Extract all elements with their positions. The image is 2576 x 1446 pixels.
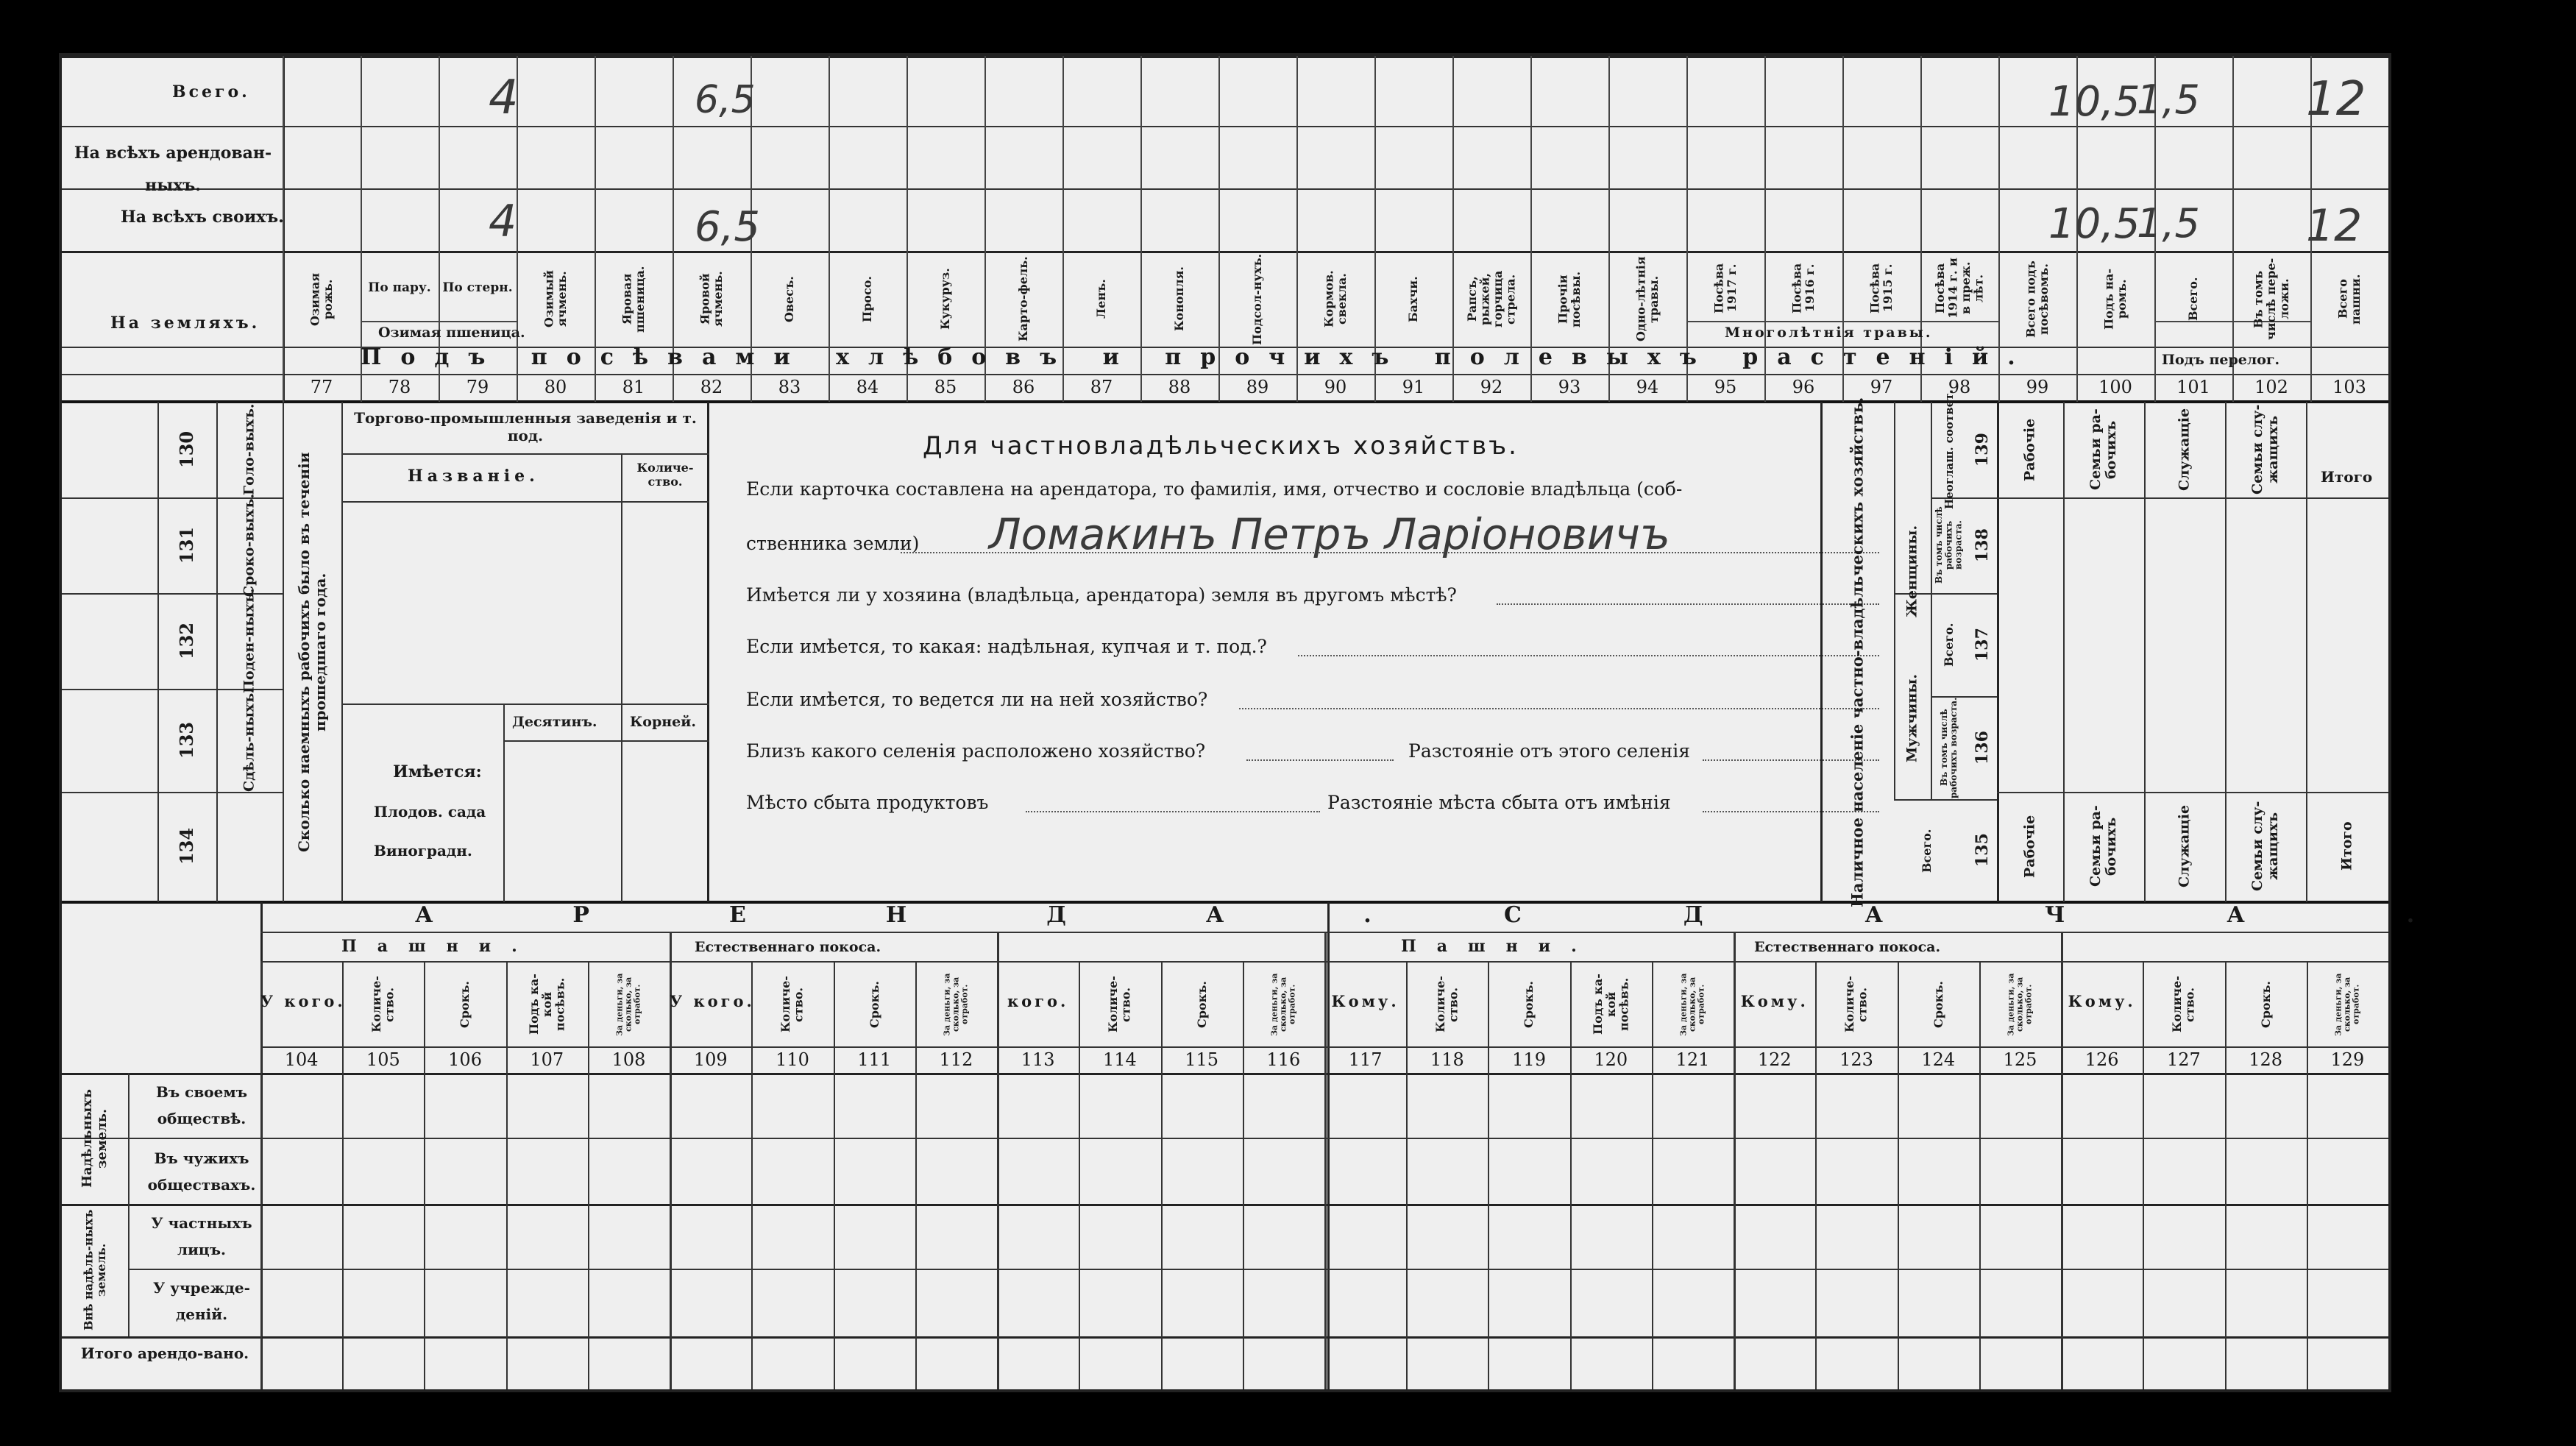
lease-col-header: Подъ ка-кой посѣвъ. [526, 974, 567, 1035]
lease-col-header: Кому. [1740, 992, 1809, 1010]
top-col-header: Всего подъ посѣвомъ. [2023, 261, 2051, 338]
col-worker-families-top: Семьи ра-бочихъ [2087, 408, 2119, 491]
num-131: 131 [175, 526, 197, 564]
lease-table [62, 902, 2576, 1389]
top-col-number: 81 [622, 377, 645, 397]
mnogoletnie-label: Многолѣтнія травы. [1725, 325, 1933, 341]
lease-col-header: Количе-ство. [2170, 976, 2197, 1033]
trade-title: Торгово-промышленныя заведенія и т. под. [354, 409, 697, 444]
top-col-header: Посѣва 1917 г. [1711, 263, 1739, 313]
top-col-number: 89 [1246, 377, 1269, 397]
men-total-label: Всего. [1920, 829, 1934, 873]
lease-col-number: 118 [1430, 1049, 1464, 1070]
top-col-number: 84 [856, 377, 879, 397]
lease-col-header: За деньги, за сколько, за отработ. [1269, 973, 1297, 1036]
top-col-number: 83 [778, 377, 801, 397]
owner-name-answer: Ломакинъ Петръ Ларіоновичъ [989, 509, 1670, 559]
col-employee-families-top: Семьи слу-жащихъ [2249, 404, 2281, 495]
col-worker-families-bottom: Семьи ра-бочихъ [2087, 805, 2119, 887]
col-workers-bottom: Рабочіе [2021, 815, 2038, 878]
top-col-number: 95 [1714, 377, 1737, 397]
top-col-header: Конопля. [1172, 266, 1187, 332]
col-employee-families-bottom: Семьи слу-жащихъ [2249, 801, 2281, 892]
top-col-header: Кормов. свекла. [1321, 270, 1349, 328]
top-col-header: Яровой ячмень. [698, 271, 725, 327]
top-col-header: Посѣва 1916 г. [1789, 263, 1817, 313]
q-village: Близъ какого селенія расположено хозяйство? [746, 740, 1206, 762]
top-col-header: По пару. [368, 280, 431, 296]
lease-col-number: 113 [1021, 1049, 1055, 1070]
top-col-number: 98 [1948, 377, 1971, 397]
num-136: 136 [1972, 731, 1992, 765]
sown-banner: Подъ посѣвами хлѣбовъ и прочихъ полевыхъ растеній. [361, 344, 2034, 370]
top-col-number: 103 [2332, 377, 2366, 397]
women-working-label: Въ томъ числѣ рабочихъ возраста. [1934, 506, 1964, 584]
nadel-label: Надѣльныхъ земель. [79, 1089, 110, 1188]
lease-col-header: За деньги, за сколько, за отработ. [1678, 973, 1706, 1036]
col-employees-bottom: Служащіе [2176, 804, 2193, 888]
q-owner-cont: ственника земли) [746, 533, 920, 554]
lease-col-number: 107 [530, 1049, 564, 1070]
col-employees-top: Служащіе [2176, 408, 2193, 492]
lease-col-header: У кого. [260, 992, 346, 1010]
population-label: Наличное населеніе частно-владѣльческихъ хозяйствъ. [1848, 397, 1867, 907]
top-col-header: Яровая пшеница. [620, 266, 647, 333]
lease-col-header: кого. [1007, 992, 1069, 1010]
top-col-header: Овесъ. [782, 276, 797, 322]
lease-col-number: 128 [2249, 1049, 2283, 1070]
hand-total-sown: 10,5 [2048, 78, 2140, 126]
women-total-label: Всего. [1942, 623, 1956, 667]
lease-col-number: 127 [2167, 1049, 2201, 1070]
col-workers-top: Рабочіе [2021, 418, 2038, 481]
lease-col-header: Срокъ. [2258, 981, 2273, 1028]
top-col-number: 87 [1090, 377, 1113, 397]
top-col-number: 96 [1792, 377, 1815, 397]
hand-own-arable: 12 [2306, 200, 2363, 252]
lease-col-number: 126 [2084, 1049, 2119, 1070]
hired-podennyh: Поден-ныхъ. [241, 588, 258, 694]
hand-own-rye: 4 [489, 196, 517, 247]
private-farms-title: Для частновладѣльческихъ хозяйствъ. [923, 431, 1519, 461]
top-col-number: 90 [1324, 377, 1347, 397]
lease-col-number: 111 [857, 1049, 892, 1070]
num-139: 139 [1972, 433, 1992, 467]
row-institutions: У учрежде-деній. [153, 1279, 250, 1323]
desyatin-header: Десятинъ. [512, 714, 597, 730]
col-total-bottom: Итого [2338, 821, 2355, 871]
q-owner: Если карточка составлена на арендатора, то фамилія, имя, отчество и сословіе владѣльца (соб- [746, 478, 1683, 500]
top-col-number: 88 [1168, 377, 1191, 397]
top-col-header: Просо. [860, 276, 875, 322]
q-farming: Если имѣется, то ведется ли на ней хозяйство? [746, 689, 1208, 710]
lease-col-number: 123 [1839, 1049, 1873, 1070]
lease-col-number: 115 [1185, 1049, 1219, 1070]
top-col-number: 100 [2098, 377, 2132, 397]
lease-col-header: Срокъ. [1522, 981, 1536, 1028]
q-village-distance: Разстояніе отъ этого селенія [1408, 740, 1691, 762]
row-total-rented: Итого арендо-вано. [80, 1344, 249, 1362]
arenda-pashni: Пашни. [341, 937, 538, 956]
lease-col-number: 120 [1594, 1049, 1628, 1070]
vineyard-label: Виноградн. [374, 842, 472, 860]
row-label-own: На всѣхъ своихъ. [121, 208, 284, 227]
top-col-header: Всего пашни. [2335, 274, 2363, 325]
hand-own-wheat: 6,5 [695, 203, 761, 251]
num-130: 130 [175, 430, 197, 469]
trade-name-header: Названіе. [408, 467, 539, 486]
hand-own-fallow: 1,5 [2137, 200, 2200, 247]
pod-perelog-label: Подъ перелог. [2162, 352, 2280, 368]
lease-col-header: Количе-ство. [1433, 976, 1461, 1033]
lease-col-number: 129 [2330, 1049, 2365, 1070]
hired-srokovyh: Сроко-выхъ. [241, 493, 258, 598]
lease-col-number: 122 [1757, 1049, 1792, 1070]
top-col-number: 91 [1402, 377, 1425, 397]
top-col-header: Кукуруз. [938, 268, 953, 330]
hired-golovyh: Голо-выхъ. [241, 403, 258, 496]
num-134: 134 [175, 827, 197, 865]
top-col-line [283, 56, 284, 402]
lease-col-number: 110 [776, 1049, 809, 1070]
neogl-label: Неоглаш. соответ. [1942, 389, 1956, 510]
row-label-lands: На земляхъ. [110, 313, 260, 333]
arenda-pokos: Естественнаго покоса. [695, 939, 881, 955]
ozimaya-pshenitsa-label: Озимая пшеница. [378, 325, 525, 341]
q-land-type: Если имѣется, то какая: надѣльная, купчая и т. под.? [746, 636, 1267, 657]
lease-col-header: За деньги, за сколько, за отработ. [942, 973, 970, 1036]
lease-col-header: Подъ ка-кой посѣвъ. [1590, 974, 1631, 1035]
lease-col-number: 106 [448, 1049, 482, 1070]
top-col-header: Въ томъ числѣ пере-ложи. [2251, 258, 2291, 341]
lease-col-header: Количе-ство. [369, 976, 397, 1033]
row-private-persons: У частныхъ лицъ. [151, 1214, 252, 1258]
lease-col-header: Количе-ство. [1842, 976, 1870, 1033]
women-label: Женщины. [1903, 525, 1920, 617]
lease-col-number: 124 [1921, 1049, 1956, 1070]
korney-header: Корней. [630, 714, 696, 730]
lease-col-header: За деньги, за сколько, за отработ. [614, 973, 642, 1036]
top-col-line [2232, 56, 2234, 402]
top-col-number: 79 [466, 377, 489, 397]
top-col-header: Всего. [2186, 277, 2201, 322]
top-col-number: 102 [2254, 377, 2288, 397]
lease-col-number: 109 [693, 1049, 728, 1070]
top-col-number: 77 [310, 377, 333, 397]
lease-col-header: Срокъ. [1931, 981, 1945, 1028]
q-other-land: Имѣется ли у хозяина (владѣльца, арендатора) земля въ другомъ мѣстѣ? [746, 584, 1457, 606]
lease-col-number: 108 [611, 1049, 646, 1070]
top-col-number: 93 [1558, 377, 1581, 397]
top-col-number: 92 [1480, 377, 1503, 397]
lease-col-header: Кому. [2068, 992, 2136, 1010]
q-market-distance: Разстояніе мѣста сбыта отъ имѣнія [1327, 792, 1671, 813]
top-col-header: Ленъ. [1094, 279, 1109, 319]
top-col-header: Рапсъ, рыжей, горчица стрела. [1464, 270, 1518, 328]
lease-col-header: У кого. [670, 992, 755, 1010]
top-col-number: 101 [2176, 377, 2210, 397]
num-138: 138 [1972, 528, 1992, 562]
lease-col-number: 121 [1675, 1049, 1710, 1070]
top-col-header: Подсол-нухъ. [1250, 253, 1265, 345]
top-col-number: 82 [700, 377, 723, 397]
sdacha-pokos: Естественнаго покоса. [1754, 939, 1941, 955]
top-col-header: По стерн. [442, 280, 513, 296]
men-label: Мужчины. [1903, 674, 1920, 762]
hand-total-rye: 4 [489, 71, 519, 125]
lease-col-header: За деньги, за сколько, за отработ. [2006, 973, 2034, 1036]
hand-own-sown: 10,5 [2048, 200, 2140, 248]
lease-col-number: 119 [1512, 1049, 1546, 1070]
top-col-number: 85 [934, 377, 957, 397]
vnenadel-label: Внѣ надѣль-ныхъ земель. [81, 1209, 108, 1331]
hand-total-wheat: 6,5 [695, 78, 756, 122]
top-col-header: Карто-фель. [1016, 256, 1031, 342]
num-135: 135 [1972, 833, 1992, 867]
census-card [59, 53, 2576, 1392]
num-137: 137 [1972, 628, 1992, 662]
num-133: 133 [175, 721, 197, 759]
lease-col-number: 114 [1103, 1049, 1137, 1070]
sdacha-banner: СДАЧА. [1504, 902, 2576, 928]
lease-col-number: 125 [2003, 1049, 2037, 1070]
top-col-header: Озимый ячмень. [542, 270, 569, 328]
num-132: 132 [175, 622, 197, 660]
top-col-number: 80 [544, 377, 567, 397]
top-col-number: 78 [388, 377, 411, 397]
hand-total-fallow: 1,5 [2137, 77, 2200, 123]
lease-col-number: 105 [366, 1049, 400, 1070]
sdacha-pashni: Пашни. [1401, 937, 1597, 956]
imeetsya-label: Имѣется: [393, 762, 482, 782]
row-label-rented: На всѣхъ арендован-ныхъ. [74, 143, 272, 195]
top-col-header: Озимая рожь. [308, 272, 335, 326]
row-label-total: Всего. [172, 82, 250, 102]
top-col-number: 99 [2026, 377, 2049, 397]
lease-col-header: Срокъ. [1194, 981, 1209, 1028]
lease-col-header: Количе-ство. [778, 976, 806, 1033]
lease-col-number: 104 [284, 1049, 319, 1070]
trade-qty-header: Количе-ство. [636, 461, 694, 489]
arenda-banner: АРЕНДА. [415, 902, 1511, 928]
lease-col-header: Срокъ. [458, 981, 472, 1028]
lease-col-number: 116 [1266, 1049, 1301, 1070]
top-col-number: 94 [1636, 377, 1659, 397]
top-col-header: Посѣва 1914 г. и в преж. лѣт. [1932, 258, 1986, 319]
q-market: Мѣсто сбыта продуктовъ [746, 792, 989, 813]
lease-col-header: За деньги, за сколько, за отработ. [2333, 973, 2361, 1036]
col-total-top: Итого [2321, 468, 2373, 486]
top-col-number: 97 [1870, 377, 1893, 397]
top-col-header: Подъ на-ромъ. [2101, 269, 2129, 330]
top-col-header: Одно-лѣтнія травы. [1633, 256, 1661, 342]
lease-col-line [260, 961, 262, 1389]
top-col-header: Посѣва 1915 г. [1867, 263, 1895, 313]
middle-section [62, 389, 2388, 907]
hand-total-arable: 12 [2306, 72, 2366, 127]
orchard-label: Плодов. сада [374, 803, 486, 821]
hired-sdelnyh: Сдѣль-ныхъ. [241, 688, 258, 793]
hired-workers-label: Сколько наемныхъ рабочихъ было въ теченіи прошедшаго года. [295, 452, 329, 852]
row-own-community: Въ своемъ обществѣ. [155, 1083, 248, 1127]
row-other-communities: Въ чужихъ обществахъ. [147, 1149, 256, 1194]
lease-col-header: Срокъ. [867, 981, 881, 1028]
top-table [62, 56, 2388, 402]
top-col-header: Прочіи посѣвы. [1555, 271, 1583, 327]
lease-col-number: 112 [939, 1049, 973, 1070]
lease-col-header: Кому. [1331, 992, 1399, 1010]
top-col-header: Бахчи. [1406, 276, 1421, 322]
lease-col-number: 117 [1348, 1049, 1383, 1070]
top-col-number: 86 [1012, 377, 1035, 397]
men-working-label: Въ томъ числѣ рабочихъ возраста. [1938, 697, 1959, 798]
lease-col-header: Количе-ство. [1106, 976, 1133, 1033]
